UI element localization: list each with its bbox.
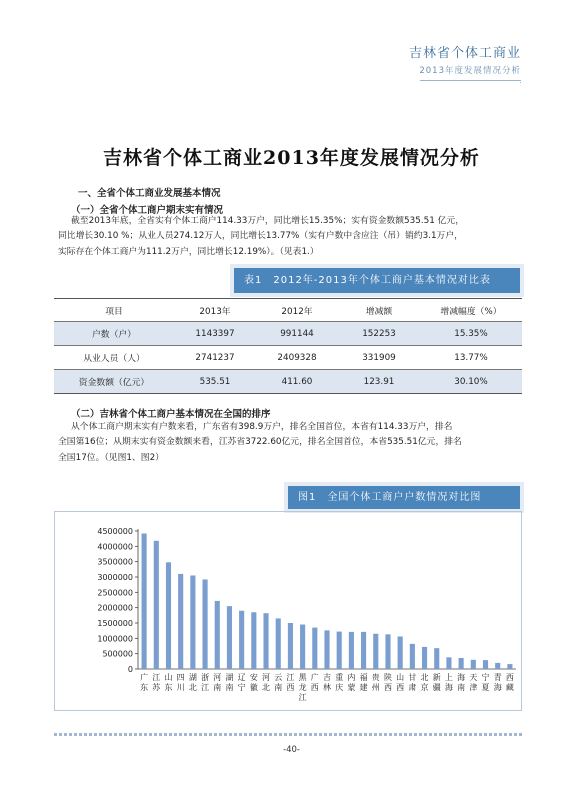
x-tick-label: 浙江 — [201, 673, 210, 692]
header-rule-accent — [520, 82, 521, 83]
paragraph-line: 全国17位。（见图1、图2） — [58, 452, 164, 463]
x-tick-label: 吉林 — [323, 673, 331, 692]
table-cell: 资金数额（亿元） — [78, 378, 150, 388]
bar — [495, 663, 500, 669]
x-tick-label: 重庆 — [335, 673, 344, 692]
x-tick-label: 江苏 — [152, 673, 161, 692]
bar — [398, 636, 403, 669]
x-tick-label: 甘肃 — [408, 673, 417, 692]
bar — [471, 660, 476, 669]
figure-caption: 图1 全国个体工商户户数情况对比图 — [288, 486, 520, 509]
y-tick-label: 4500000 — [97, 527, 133, 536]
bar — [361, 632, 366, 669]
x-tick-label: 天津 — [469, 673, 478, 692]
table-header-cell: 2013年 — [199, 306, 231, 317]
table-header-cell: 增减幅度（%） — [440, 306, 502, 317]
bar — [142, 533, 147, 669]
x-tick-label: 辽宁 — [237, 673, 246, 692]
bar — [410, 644, 415, 669]
x-tick-label: 河北 — [262, 673, 271, 692]
table-cell: 2741237 — [195, 352, 235, 363]
bar — [422, 647, 427, 669]
bar — [337, 632, 342, 669]
table-cell: 从业人员（人） — [83, 354, 145, 364]
x-tick-label: 上海 — [444, 673, 453, 692]
page-number: -40- — [283, 745, 300, 755]
paragraph-line: 从个体工商户期末实有户数来看，广东省有398.9万户，排名全国首位，本省有114.33万户，排名 — [71, 422, 453, 432]
table-row — [54, 322, 522, 346]
x-tick-label: 湖北 — [188, 673, 197, 692]
paragraph-line: 截至2013年底，全省实有个体工商户114.33万户，同比增长15.35%；实有资金数额535.51 亿元， — [71, 216, 464, 226]
x-tick-label: 陕西 — [383, 673, 392, 692]
bar — [166, 562, 171, 669]
paragraph-1 — [58, 214, 520, 260]
table-cell: 152253 — [362, 328, 396, 339]
table-cell: 535.51 — [199, 376, 231, 387]
header-rule — [420, 80, 521, 81]
table-cell: 1143397 — [195, 328, 235, 339]
bar — [215, 601, 220, 669]
bar — [349, 632, 354, 669]
table-cell: 户数（户） — [92, 330, 136, 340]
bar-chart — [54, 511, 522, 711]
comparison-table — [54, 298, 522, 394]
bar — [483, 660, 488, 669]
table-cell: 991144 — [280, 328, 314, 339]
bar — [434, 648, 439, 669]
footer-rule — [54, 733, 522, 736]
bar — [324, 630, 329, 669]
table-cell: 15.35% — [454, 328, 488, 339]
y-tick-label: 500000 — [102, 649, 133, 659]
table-header-cell: 项目 — [105, 306, 123, 317]
table-row — [54, 370, 522, 394]
y-tick-label: 3000000 — [97, 573, 133, 582]
x-tick-label: 河南 — [213, 673, 222, 692]
paragraph-2 — [58, 420, 520, 466]
bar — [312, 628, 317, 669]
y-tick-label: 0 — [127, 665, 133, 674]
x-tick-label: 青海 — [493, 673, 502, 692]
table-cell: 2409328 — [277, 352, 317, 363]
table-cell: 123.91 — [363, 376, 395, 387]
x-tick-label: 广东 — [140, 673, 149, 692]
x-tick-label: 海南 — [457, 673, 466, 692]
table-header-cell: 2012年 — [281, 306, 313, 317]
table-cell: 331909 — [362, 352, 396, 363]
x-tick-label: 贵州 — [371, 673, 380, 692]
paragraph-line: 全国第16位；从期末实有资金数额来看，江苏省3722.60亿元，排名全国首位，本省535.51亿元，排名 — [58, 437, 462, 448]
y-tick-label: 1500000 — [97, 619, 133, 628]
x-tick-label: 北京 — [420, 673, 429, 692]
bar — [288, 623, 293, 669]
x-tick-label: 宁夏 — [481, 673, 490, 692]
bar — [251, 612, 256, 669]
page-title: 吉林省个体工商业2013年度发展情况分析 — [103, 147, 480, 169]
x-tick-label: 山西 — [396, 673, 405, 692]
bar — [300, 625, 305, 669]
bar — [263, 613, 268, 669]
x-tick-label: 内蒙 — [347, 673, 356, 692]
table-header-row — [54, 298, 522, 322]
paragraph-line: 同比增长30.10 %；从业人员274.12万人，同比增长13.77%（实有户数中含应注（吊）销约3.1万户， — [58, 231, 463, 242]
bar — [178, 574, 183, 669]
y-tick-label: 2000000 — [97, 603, 133, 613]
paragraph-line: 实际存在个体工商户为111.2万户，同比增长12.19%）。（见表1.） — [58, 246, 319, 257]
x-tick-label: 福建 — [359, 673, 368, 692]
x-tick-label: 黑龙江 — [298, 673, 307, 702]
bar — [203, 579, 208, 669]
table-cell: 30.10% — [454, 376, 488, 387]
bar — [227, 606, 232, 669]
bar — [373, 634, 378, 669]
bar — [507, 664, 512, 669]
y-tick-label: 3500000 — [97, 557, 133, 567]
bar — [190, 575, 195, 669]
bar — [239, 611, 244, 669]
running-head — [409, 42, 521, 76]
y-tick-label: 4000000 — [97, 542, 133, 552]
x-tick-label: 西藏 — [505, 673, 514, 692]
y-tick-label: 1000000 — [97, 634, 133, 644]
x-tick-label: 新疆 — [432, 673, 441, 692]
x-tick-label: 湖南 — [225, 673, 234, 692]
section-heading: 一、全省个体工商业发展基本情况 — [78, 188, 221, 199]
table-cell: 13.77% — [454, 352, 488, 363]
x-tick-label: 广西 — [310, 673, 319, 692]
x-tick-label: 山东 — [164, 673, 173, 692]
table-header-cell: 增减额 — [365, 306, 393, 317]
bar — [385, 634, 390, 669]
running-head-title: 吉林省个体工商业 — [408, 46, 521, 61]
bar — [446, 657, 451, 669]
subsection-heading-2: （二）吉林省个体工商户基本情况在全国的排序 — [71, 409, 271, 420]
y-tick-label: 2500000 — [97, 588, 133, 598]
x-tick-label: 安徽 — [249, 673, 258, 692]
table-row — [54, 346, 522, 370]
bar — [276, 618, 281, 669]
table-cell: 411.60 — [281, 376, 313, 387]
subsection-heading-1: （一）全省个体工商户期末实有情况 — [71, 205, 224, 216]
bar — [459, 658, 464, 669]
table-caption: 表1 2012年-2013年个体工商户基本情况对比表 — [234, 268, 520, 293]
running-head-subtitle: 2013年度发展情况分析 — [419, 66, 521, 76]
x-tick-label: 四川 — [176, 673, 185, 692]
x-tick-label: 江西 — [286, 673, 295, 692]
bar — [154, 541, 159, 669]
x-tick-label: 云南 — [274, 673, 283, 692]
